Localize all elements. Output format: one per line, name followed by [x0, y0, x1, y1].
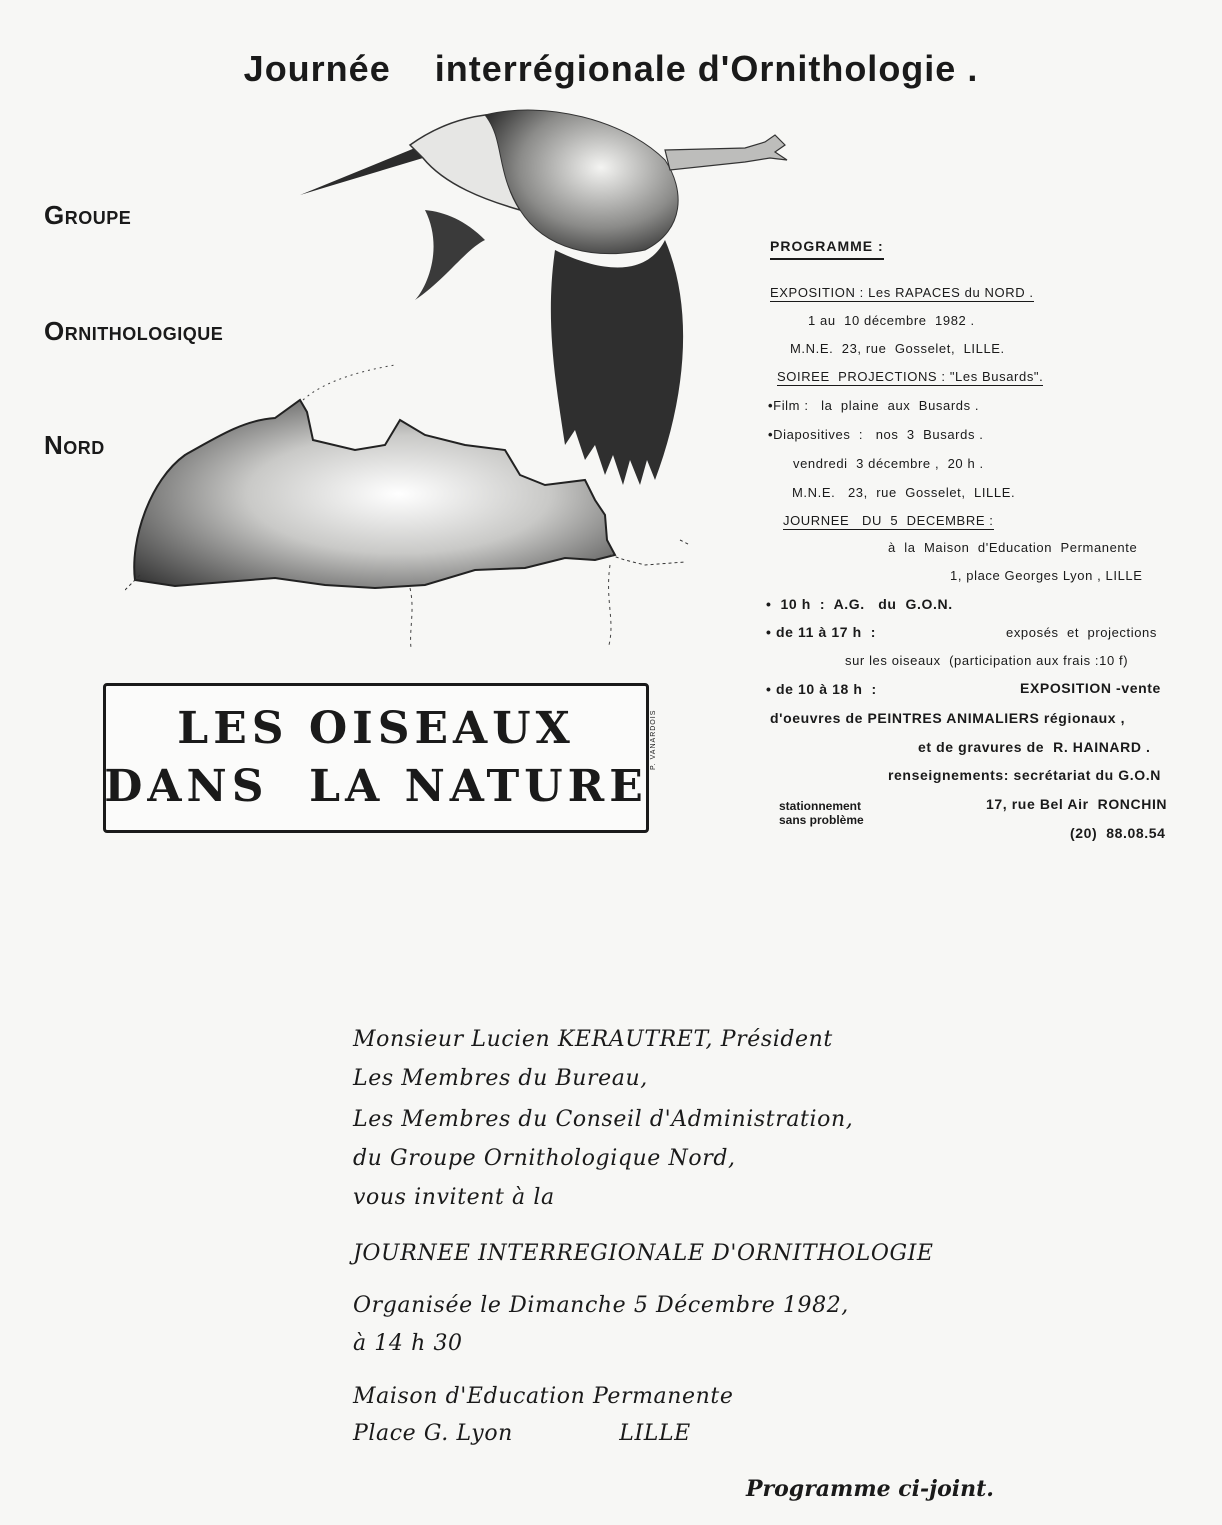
prog-journee-address: 1, place Georges Lyon , LILLE — [950, 568, 1143, 583]
invitation-line-3: Les Membres du Conseil d'Administration, — [353, 1107, 854, 1132]
prog-exposition-place: M.N.E. 23, rue Gosselet, LILLE. — [790, 341, 1005, 356]
banner-line-1: LES OISEAUX — [177, 703, 575, 754]
heron-map-illustration — [125, 100, 815, 660]
invitation-venue: Maison d'Education Permanente — [353, 1384, 734, 1409]
programme-heading: PROGRAMME : — [770, 238, 884, 260]
page-title: Journée interrégionale d'Ornithologie . — [243, 48, 979, 89]
prog-exhibition-time: • de 10 à 18 h : — [766, 681, 877, 697]
prog-afternoon: • de 11 à 17 h : — [766, 624, 877, 640]
prog-exposition: EXPOSITION : Les RAPACES du NORD . — [770, 285, 1034, 300]
org-name-line-2: Ornithologique — [44, 316, 224, 346]
artist-signature: P. VANARDOIS — [650, 709, 657, 770]
prog-exhibition-sale: EXPOSITION -vente — [1020, 680, 1161, 696]
org-name-line-3: Nord — [44, 430, 105, 460]
org-name-line-1: Groupe — [44, 200, 132, 230]
prog-ag: • 10 h : A.G. du G.O.N. — [766, 596, 953, 612]
invitation-address: Place G. Lyon LILLE — [353, 1421, 691, 1446]
prog-diapositives: •Diapositives : nos 3 Busards . — [768, 427, 984, 442]
prog-afternoon-detail: exposés et projections — [1006, 625, 1157, 640]
event-banner — [103, 683, 649, 833]
banner-line-2: DANS LA NATURE — [104, 761, 648, 812]
invitation-event-name: JOURNEE INTERREGIONALE D'ORNITHOLOGIE — [353, 1241, 934, 1266]
invitation-line-5: vous invitent à la — [353, 1185, 555, 1210]
invitation-closing: Programme ci-joint. — [746, 1476, 994, 1502]
prog-soiree: SOIREE PROJECTIONS : "Les Busards". — [777, 369, 1044, 384]
prog-engravings: et de gravures de R. HAINARD . — [918, 739, 1151, 755]
invitation-line-4: du Groupe Ornithologique Nord, — [353, 1146, 736, 1171]
invitation-line-2: Les Membres du Bureau, — [353, 1066, 648, 1091]
prog-info-phone: (20) 88.08.54 — [1070, 825, 1166, 841]
invitation-line-1: Monsieur Lucien KERAUTRET, Président — [353, 1027, 833, 1052]
invitation-date: Organisée le Dimanche 5 Décembre 1982, — [353, 1293, 849, 1318]
prog-film: •Film : la plaine aux Busards . — [768, 398, 980, 413]
prog-painters: d'oeuvres de PEINTRES ANIMALIERS régionaux , — [770, 710, 1126, 726]
parking-line-1: stationnement — [779, 799, 862, 813]
parking-line-2: sans problème — [779, 813, 864, 827]
prog-afternoon-fee: sur les oiseaux (participation aux frais :10 f) — [845, 653, 1129, 668]
parking-note — [779, 799, 864, 827]
prog-journee: JOURNEE DU 5 DECEMBRE : — [783, 513, 994, 528]
invitation-time: à 14 h 30 — [353, 1331, 463, 1356]
prog-info-address: 17, rue Bel Air RONCHIN — [986, 796, 1168, 812]
prog-soiree-place: M.N.E. 23, rue Gosselet, LILLE. — [792, 485, 1016, 500]
prog-info: renseignements: secrétariat du G.O.N — [888, 767, 1161, 783]
prog-exposition-dates: 1 au 10 décembre 1982 . — [808, 313, 975, 328]
prog-soiree-date: vendredi 3 décembre , 20 h . — [793, 456, 984, 471]
prog-journee-venue: à la Maison d'Education Permanente — [888, 540, 1138, 555]
heron-drawing — [300, 110, 787, 485]
